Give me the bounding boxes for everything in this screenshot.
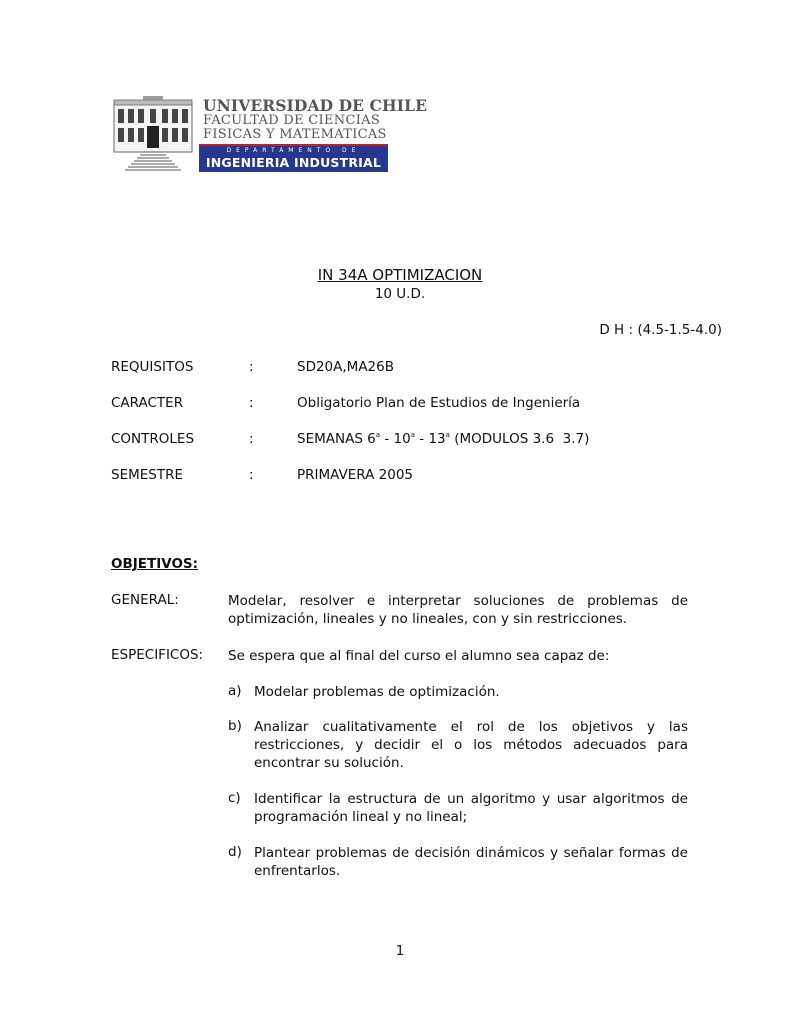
controles-sup-1: a xyxy=(375,431,381,439)
controles-colon: : xyxy=(249,431,254,447)
item-letter: d) xyxy=(228,844,242,860)
caracter-value: Obligatorio Plan de Estudios de Ingeniería xyxy=(297,395,581,411)
item-text: Modelar problemas de optimización. xyxy=(254,684,500,700)
semestre-label: SEMESTRE xyxy=(111,467,184,483)
course-units: 10 U.D. xyxy=(374,286,426,302)
caracter-label: CARACTER xyxy=(111,395,184,411)
page-number: 1 xyxy=(395,943,405,959)
controles-prefix: SEMANAS 6 xyxy=(297,431,376,447)
item-text: Analizar cualitativamente el rol de los objetivos y las restricciones, y decidir el o los métodos adecuados para encontrar su solución. xyxy=(254,719,688,771)
controles-mid-2: - 13 xyxy=(415,431,446,447)
item-text: Plantear problemas de decisión dinámicos y señalar formas de enfrentarlos. xyxy=(254,845,688,879)
building-icon xyxy=(113,96,193,172)
faculty-line-2: FISICAS Y MATEMATICAS xyxy=(203,127,387,142)
especificos-label: ESPECIFICOS: xyxy=(111,647,204,663)
requisitos-label: REQUISITOS xyxy=(111,359,194,375)
university-logo xyxy=(113,96,428,176)
item-text: Identificar la estructura de un algoritmo y usar algoritmos de programación lineal y no lineal; xyxy=(254,791,688,825)
general-text: Modelar, resolver e interpretar soluciones de problemas de optimización, lineales y no lineales, con y sin restricciones. xyxy=(228,593,688,627)
item-letter: c) xyxy=(228,790,241,806)
controles-label: CONTROLES xyxy=(111,431,195,447)
department-banner xyxy=(199,144,388,172)
semestre-value: PRIMAVERA 2005 xyxy=(297,467,414,483)
especificos-intro: Se espera que al final del curso el alumno sea capaz de: xyxy=(228,648,610,664)
course-hours: D H : (4.5-1.5-4.0) xyxy=(599,322,722,338)
item-letter: a) xyxy=(228,683,242,699)
department-name: INGENIERIA INDUSTRIAL xyxy=(205,155,382,170)
controles-sup-2: a xyxy=(410,431,415,439)
controles-value xyxy=(297,431,589,447)
university-name: UNIVERSIDAD DE CHILE xyxy=(203,96,428,115)
caracter-colon: : xyxy=(249,395,254,411)
semestre-colon: : xyxy=(249,467,254,483)
department-prefix: DEPARTAMENTO DE xyxy=(226,147,361,154)
controles-mid-1: - 10 xyxy=(380,431,411,447)
requisitos-value: SD20A,MA26B xyxy=(297,359,394,375)
requisitos-colon: : xyxy=(249,359,254,375)
general-label: GENERAL: xyxy=(111,592,179,608)
item-letter: b) xyxy=(228,718,242,734)
course-title: IN 34A OPTIMIZACION xyxy=(317,266,483,284)
controles-sup-3: a xyxy=(445,431,450,439)
faculty-line-1: FACULTAD DE CIENCIAS xyxy=(203,113,381,128)
controles-suffix: (MODULOS 3.6 3.7) xyxy=(449,431,590,447)
objetivos-heading: OBJETIVOS: xyxy=(111,556,199,572)
